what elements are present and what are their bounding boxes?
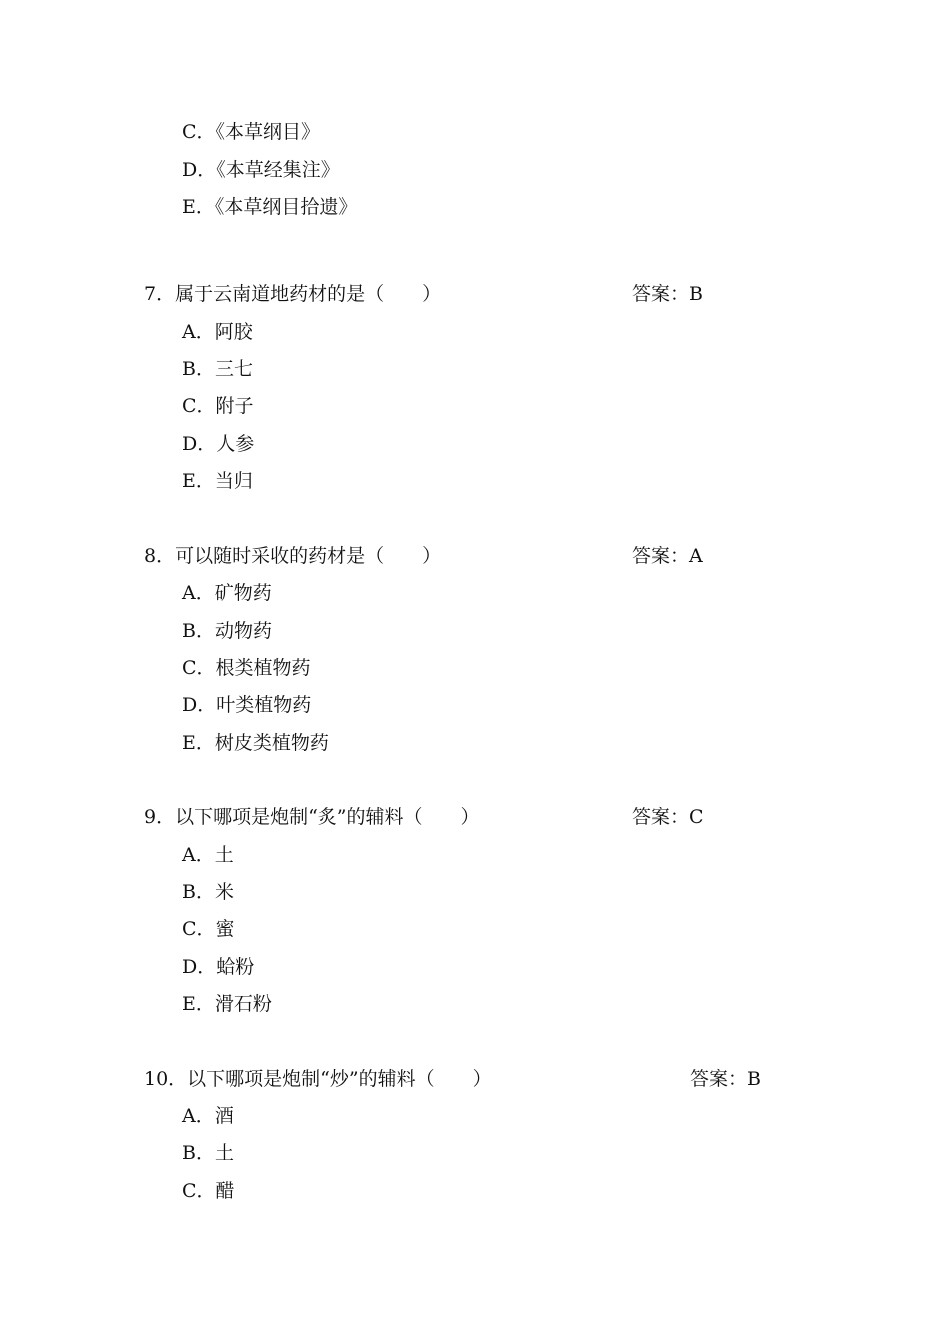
option: C．蜜: [182, 918, 235, 940]
answer-9: 答案：C: [632, 806, 704, 828]
option: D．人参: [182, 433, 255, 455]
answer-10: 答案：B: [690, 1068, 761, 1090]
option: B．米: [182, 881, 234, 903]
option: D．蛤粉: [182, 956, 255, 978]
option: E．当归: [182, 470, 253, 492]
option: B．三七: [182, 358, 253, 380]
option: E．树皮类植物药: [182, 732, 329, 754]
option: A．矿物药: [182, 582, 272, 604]
option: C．醋: [182, 1180, 235, 1202]
option: A．阿胶: [182, 321, 253, 343]
question-9: 9．以下哪项是炮制“炙”的辅料（ ）: [144, 806, 480, 828]
option: E．滑石粉: [182, 993, 272, 1015]
question-10: 10．以下哪项是炮制“炒”的辅料（ ）: [144, 1068, 492, 1090]
option: B．土: [182, 1142, 234, 1164]
answer-7: 答案：B: [632, 283, 703, 305]
question-8: 8．可以随时采收的药材是（ ）: [144, 545, 442, 567]
option: B．动物药: [182, 620, 272, 642]
option: D．《本草经集注》: [182, 159, 340, 181]
option: C．《本草纲目》: [182, 121, 321, 143]
option: C．附子: [182, 395, 254, 417]
question-7: 7．属于云南道地药材的是（ ）: [144, 283, 442, 305]
option: E．《本草纲目拾遗》: [182, 196, 358, 218]
option: C．根类植物药: [182, 657, 311, 679]
answer-8: 答案：A: [632, 545, 703, 567]
option: D．叶类植物药: [182, 694, 312, 716]
option: A．酒: [182, 1105, 234, 1127]
option: A．土: [182, 844, 234, 866]
